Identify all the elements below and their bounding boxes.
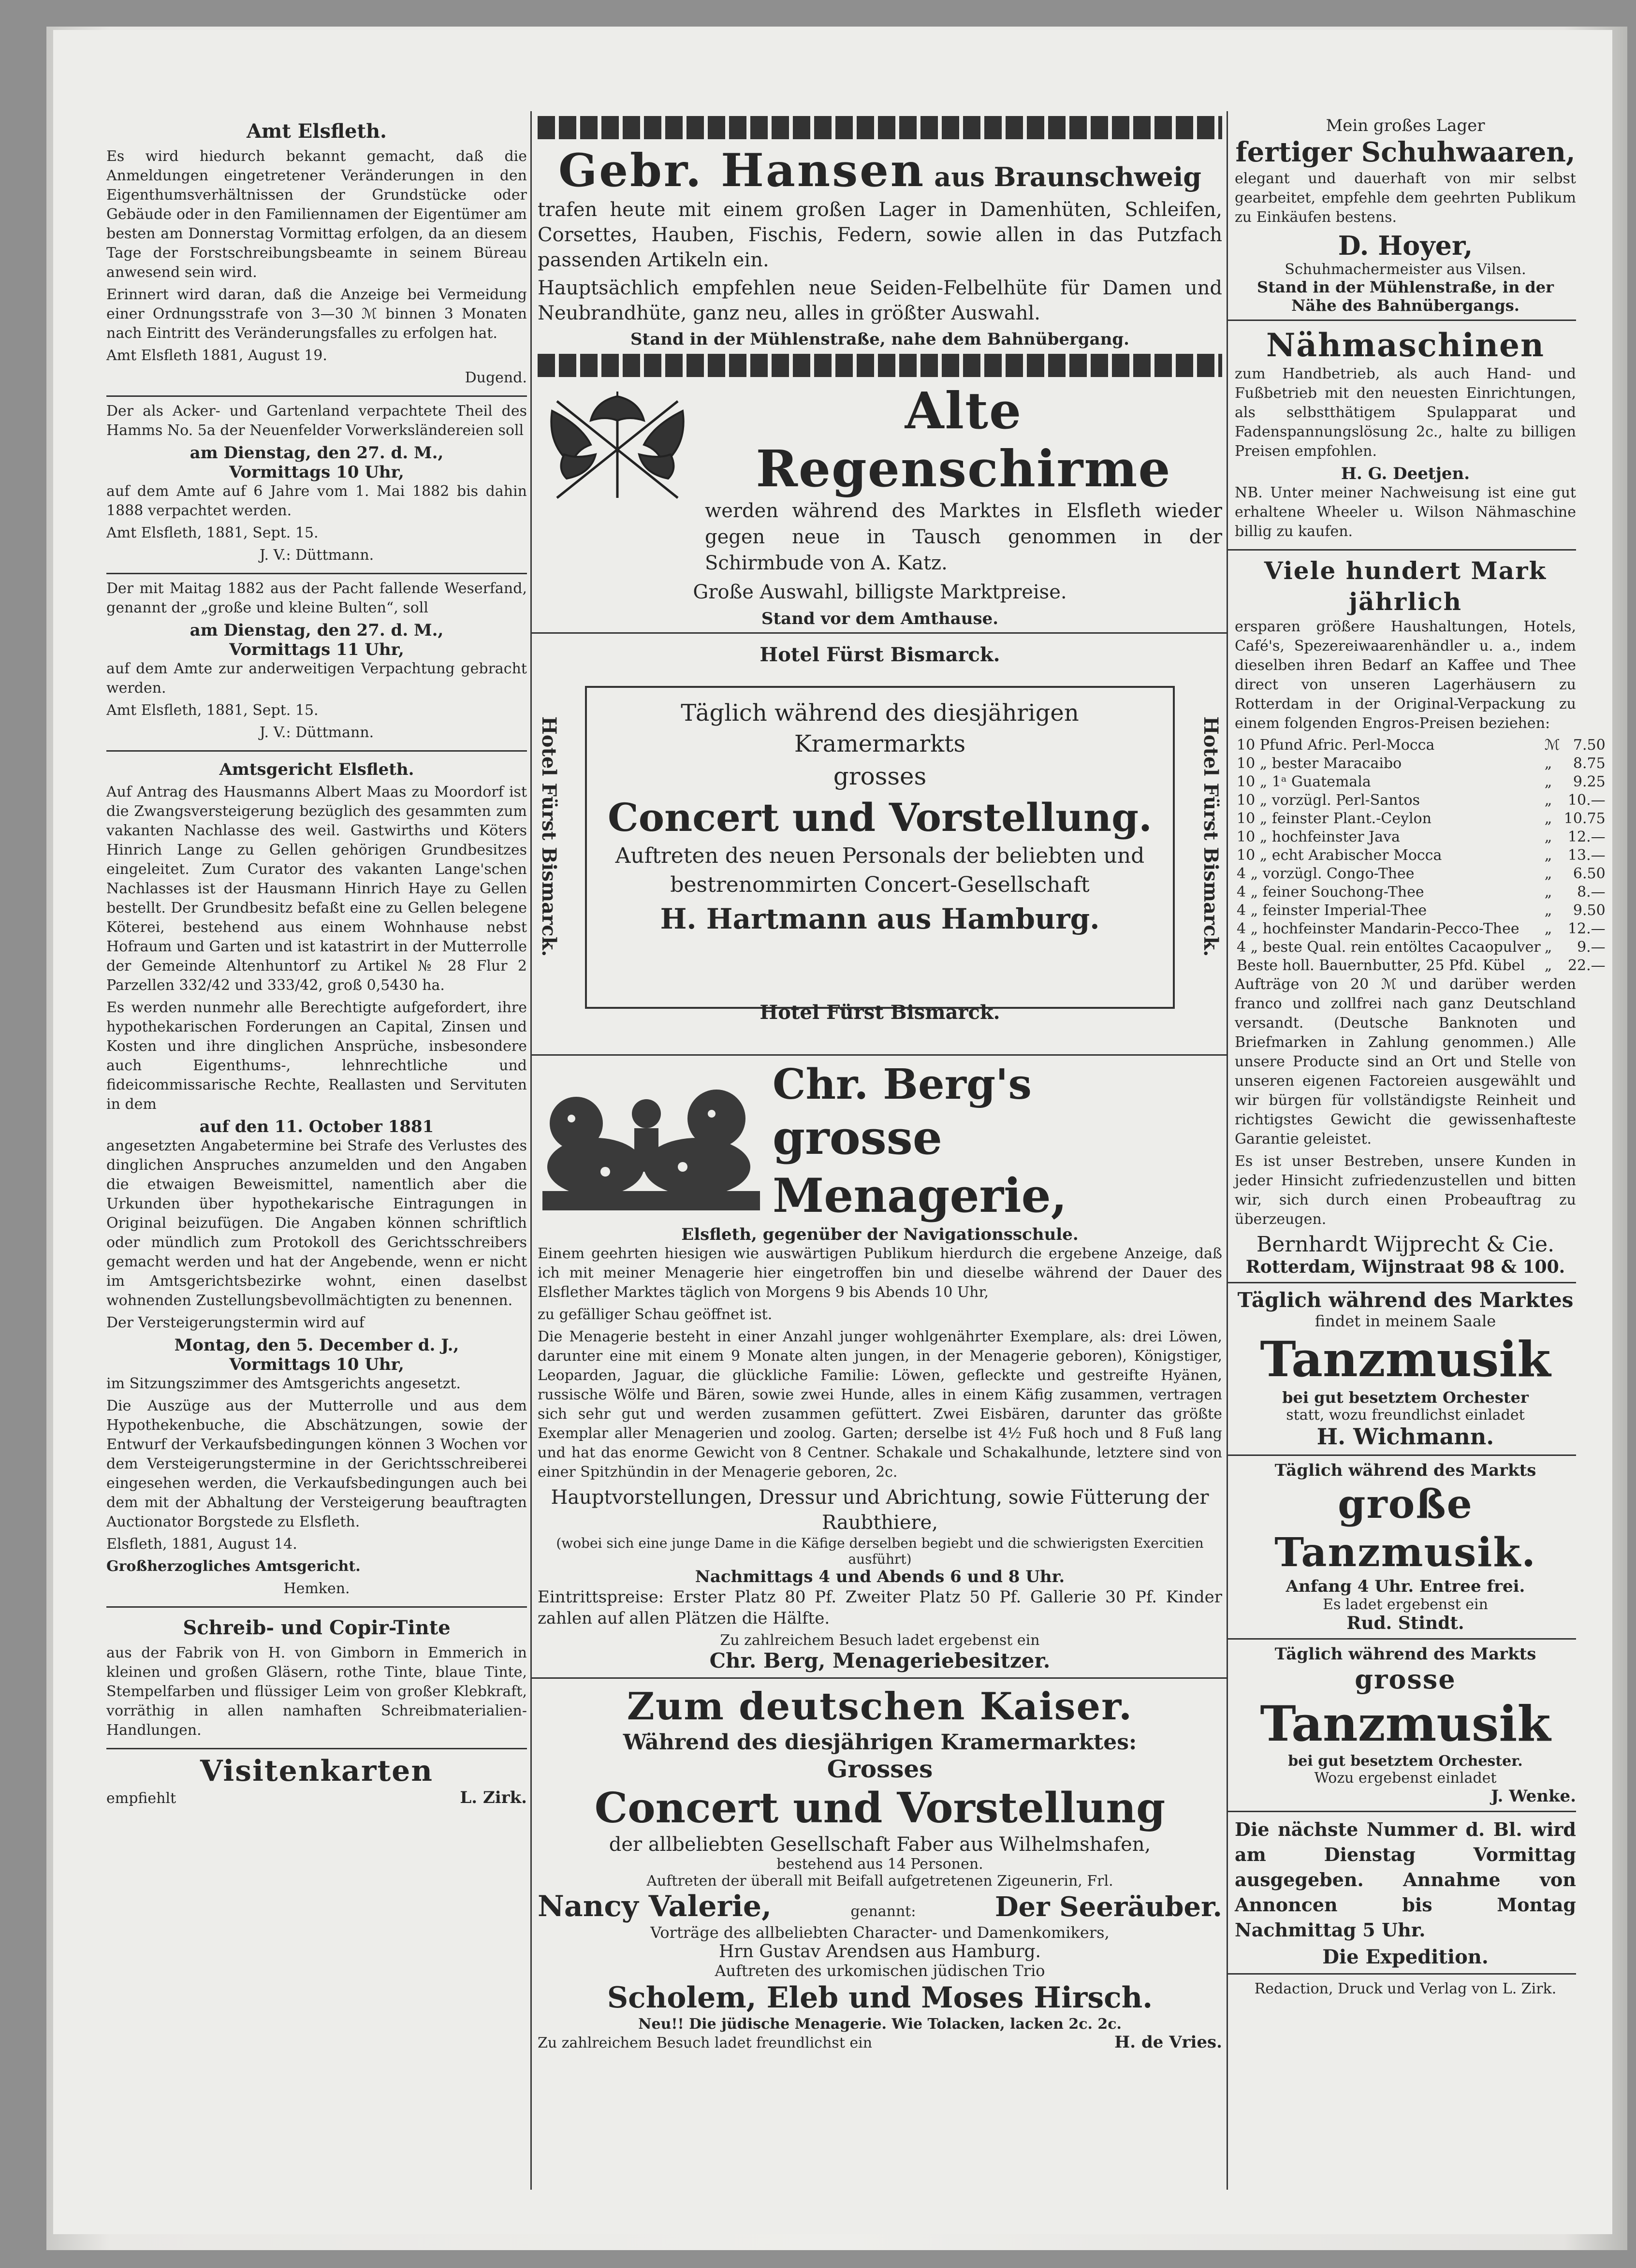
ad-line: Neu!! Die jüdische Menagerie. Wie Tolacken, lacken 2c. 2c. [638,2016,1122,2033]
ad-signature: H. G. Deetjen. [1341,464,1470,483]
price-currency: „ [1544,957,1552,974]
notice-date-line: Montag, den 5. December d. J., [174,1336,459,1355]
ad-nb: NB. Unter meiner Nachweisung ist eine gut erhaltene Wheeler u. Wilson Nähmaschine billig zu kaufen. [1235,484,1576,540]
price-row [1235,791,1607,810]
ad-signature: H. Wichmann. [1316,1424,1494,1450]
price-item: 4 „ beste Qual. rein entöltes Cacaopulver [1237,939,1541,956]
price-currency: „ [1544,939,1552,956]
ad-body: zum Handbetrieb, als auch Hand- und Fußbetrieb mit den neuesten Einrichtungen, als selbstthätigem Spulapparat und Fadenspannungslösung 2c., halte zu billigen Preisen empfohlen. [1235,365,1576,460]
menagerie-title: grosse Menagerie, [773,1110,1067,1223]
price-item: 10 „ feinster Plant.-Ceylon [1237,810,1432,827]
notice-body: Es werden nunmehr alle Berechtigte aufgefordert, ihre hypothekarischen Forderungen an Capital, Zinsen und Kosten und ihre dinglichen Ansprüche, insbesondere auch Eigenthums-, lehnrechtliche und fideicommissarische Rechte, Reallasten und Servituten in dem [106,999,527,1113]
price-currency: „ [1544,810,1552,827]
notice-date: Amt Elsfleth, 1881, Sept. 15. [106,702,319,719]
price-row [1235,773,1607,791]
notice-signature: Dugend. [465,369,527,386]
ad-line: statt, wozu freundlichst einladet [1286,1407,1525,1424]
price-row [1235,828,1607,846]
price-item: 10 „ hochfeinster Java [1237,829,1400,845]
menagerie-times: Nachmittags 4 und Abends 6 und 8 Uhr. [695,1567,1065,1586]
ad-signature: L. Zirk. [460,1788,527,1807]
notice-amt-elsfleth [106,111,527,397]
price-row [1235,920,1607,938]
notice-body: angesetzten Angabetermine bei Strafe des Verlustes des dinglichen Anspruches anzumelden und den Angaben die etwaigen Beweismittel, namentlich aber die Urkunden über hypothekarische Eintragungen in Original beizufügen. Die Angaben können schriftlich oder mündlich zum Protokoll des Gerichtsschreibers gemacht werden und hat der Angebende, wenn er nicht im Amtsgerichtsbezirke wohnt, einen daselbst wohnenden Zustellungsbevollmächtigten zu benennen. [106,1137,527,1309]
concert-line: grosses [833,762,927,790]
menagerie-note: (wobei sich eine junge Dame in die Käfige derselben begiebt und die schwierigsten Exercitien ausführt) [556,1535,1204,1567]
notice-date: Elsfleth, 1881, August 14. [106,1536,297,1553]
ad-line: Während des diesjährigen Kramermarktes: [623,1730,1137,1755]
price-row [1235,755,1607,773]
ad-line: genannt: [850,1903,916,1920]
notice-amtsgericht [106,752,527,1608]
ad-visitenkarten [106,1749,527,1807]
notice-pacht-weserfand [106,574,527,752]
price-currency: „ [1544,773,1552,790]
price-currency: „ [1544,865,1552,882]
hotel-name-top: Hotel Fürst Bismarck. [760,643,1000,666]
menagerie-animals-icon [538,1070,765,1215]
right-column [1228,111,1606,2002]
ad-body: aus der Fabrik von H. von Gimborn in Emmerich in kleinen und großen Gläsern, rothe Tinte, blaue Tinte, Stempelfarben und flüssiger Leim von großer Klebkraft, vorräthig in allen namhaften Schreibmaterialien-Handlungen. [106,1644,527,1739]
ad-title: Alte Regenschirme [756,381,1171,498]
ad-line: Täglich während des Markts [1274,1644,1536,1664]
umbrellas-icon [538,382,697,508]
price-value: 22.— [1567,957,1606,974]
price-value: 9.25 [1573,773,1606,790]
price-item: 10 „ echt Arabischer Mocca [1237,847,1442,864]
ad-hoyer [1228,111,1576,321]
ad-body: trafen heute mit einem großen Lager in Damenhüten, Schleifen, Corsettes, Hauben, Fischis, Federn, sowie allen in das Putzfach passenden Artikeln ein. [538,199,1222,271]
notice-date: Amt Elsfleth 1881, August 19. [106,347,327,364]
notice-body: Der Versteigerungstermin wird auf [106,1314,365,1331]
ad-hotel-bismarck [532,634,1228,1056]
price-currency: „ [1544,792,1552,809]
price-value: 13.— [1567,847,1606,864]
ad-stand: Stand in der Mühlenstraße, in der Nähe des Bahnübergangs. [1257,278,1554,315]
price-row [1235,883,1607,901]
ad-body: werden während des Marktes in Elsfleth wieder gegen neue in Tausch genommen in der Schirmbude von A. Katz. [705,500,1222,574]
ad-wichmann [1228,1283,1576,1456]
ad-wenke [1228,1640,1576,1812]
price-value: 8.— [1577,884,1606,901]
price-value: 7.50 [1573,737,1606,754]
notice-title: Amt Elsfleth. [247,120,387,143]
ad-line: Hrn Gustav Arendsen aus Hamburg. [719,1942,1041,1962]
ad-body: Hauptsächlich empfehlen neue Seiden-Felbelhüte für Damen und Neubrandhüte, ganz neu, alles in größter Auswahl. [538,277,1222,324]
ad-title: Zum deutschen Kaiser. [627,1685,1133,1729]
ad-body: ersparen größere Haushaltungen, Hotels, Café's, Spezereiwaarenhändler u. a., indem dieselben ihren Bedarf an Kaffee und Thee direct von unseren Lagerhäusern zu Rotterdam in der Original-Verpackung zu einem folgenden Engros-Preisen beziehen: [1235,618,1576,732]
ad-address: Rotterdam, Wijnstraat 98 & 100. [1245,1257,1565,1277]
hotel-name-bottom: Hotel Fürst Bismarck. [760,1001,1000,1024]
ad-star: Nancy Valerie, [538,1890,772,1923]
menagerie-signature: Chr. Berg, Menageriebesitzer. [709,1649,1051,1672]
menagerie-owner: Chr. Berg's [773,1060,1032,1109]
ornament-rule [538,116,1222,139]
ad-hansen [532,116,1228,377]
notice-body: auf dem Amte auf 6 Jahre vom 1. Mai 1882 bis dahin 1888 verpachtet werden. [106,483,527,519]
ad-title: fertiger Schuhwaaren, [1235,136,1576,168]
notice-title: Amtsgericht Elsfleth. [219,760,414,779]
ad-line: bestehend aus 14 Personen. [776,1856,983,1873]
price-value: 6.50 [1573,865,1606,882]
ad-body: zu gefälliger Schau geöffnet ist. [538,1306,773,1323]
price-item: 10 „ vorzügl. Perl-Santos [1237,792,1420,809]
price-row [1235,736,1607,755]
ad-line: Mein großes Lager [1326,116,1485,135]
ad-trio: Scholem, Eleb und Moses Hirsch. [607,1981,1153,2015]
ad-kaffee-thee [1228,551,1606,1283]
ad-signature: Rud. Stindt. [1346,1613,1464,1633]
ad-line: findet in meinem Saale [1315,1312,1496,1330]
notice-body: Auf Antrag des Hausmanns Albert Maas zu Moordorf ist die Zwangsversteigerung bezüglich des gesammten zum vakanten Nachlasse des weil. Gastwirths und Köters Hinrich Lange zu Gellen gehörigen Grundbesitzes eingeleitet. Zum Curator des vakanten Lange'schen Nachlasses ist der Hausmann Hinrich Haye zu Gellen bestellt. Der Grundbesitz befaßt eine zu Gellen belegene Köterei, bestehend aus einem Wohnhause nebst Hofraum und Garten und ist katastrirt in der Mutterrolle der Gemeinde Altenhuntorf zu Artikel № 28 Flur 2 Parzellen 332/42 und 333/42, groß 0,5430 ha. [106,784,527,994]
ad-title: Viele hundert Mark jährlich [1264,556,1547,616]
middle-column [532,111,1228,2057]
price-item: 10 „ bester Maracaibo [1237,755,1402,772]
price-currency: „ [1544,829,1552,845]
ad-tinte [106,1608,527,1749]
ad-menagerie [532,1056,1228,1679]
ad-body: elegant und dauerhaft von mir selbst gearbeitet, empfehle dem geehrten Publikum zu Einkäufen bestens. [1235,170,1576,226]
price-table [1235,736,1607,975]
ad-line: Anfang 4 Uhr. Entree frei. [1285,1577,1525,1596]
price-item: 10 Pfund Afric. Perl-Mocca [1237,737,1435,754]
price-item: Beste holl. Bauernbutter, 25 Pfd. Kübel [1237,957,1525,974]
ornament-rule [538,354,1222,377]
price-value: 12.— [1567,829,1606,845]
ad-firm: Bernhardt Wijprecht & Cie. [1256,1232,1555,1257]
ad-signature: J. Wenke. [1491,1787,1576,1806]
ad-regenschirme [532,382,1228,634]
ad-line: Täglich während des Marktes [1237,1288,1574,1312]
price-value: 8.75 [1573,755,1606,772]
notice-date-line: am Dienstag, den 27. d. M., [190,443,444,463]
left-column [106,111,527,1807]
notice-body: Es wird hiedurch bekannt gemacht, daß die Anmeldungen eingetretener Veränderungen in den Eigenthumsverhältnissen der Grundstücke oder Gebäude oder in den Familiennamen der Eigentümer am besten am Donnerstag Vormittag erfolgen, da an diesem Tage der Forstschreibungsbeamte in seinem Büreau anwesend sein wird. [106,148,527,281]
ad-line: Vorträge des allbeliebten Character- und Damenkomikers, [650,1923,1110,1942]
ad-stand: Stand in der Mühlenstraße, nahe dem Bahnübergang. [630,330,1130,349]
price-row [1235,865,1607,883]
ad-line: Es ladet ergebenst ein [1323,1596,1488,1613]
price-currency: „ [1544,755,1552,772]
ad-body: Die Menagerie besteht in einer Anzahl junger wohlgenährter Exemplare, als: drei Löwen, darunter eine mit einem 9 Monate alten jungen, in der Menagerie geboren), Königstiger, Leoparden, Jaguar, die glückliche Familie: Löwen, gefleckte und gestreifte Hyänen, russische Wölfe und Bären, sowie zwei Hunde, alles in einem Käfig zusammen, vertragen sich sehr gut und werden zusammen gefüttert. Zwei Eisbären, darunter das größte Exemplar aller Menagerien und zoolog. Garten; derselbe ist 4½ Fuß hoch und 8 Fuß lang und hat das enorme Gewicht von 8 Centner. Schakale und Schakalhunde, letztere sind von einer Spitzhündin in der Menagerie geboren, 2c. [538,1328,1222,1481]
notice-time-line: Vormittags 11 Uhr, [229,640,404,659]
notice-signature: Hemken. [283,1580,350,1597]
price-row [1235,901,1607,920]
notice-date-line: auf den 11. October 1881 [199,1117,434,1136]
notice-time-line: Vormittags 10 Uhr, [229,1355,404,1374]
ad-title: Tanzmusik [1260,1695,1551,1752]
notice-body: Erinnert wird daran, daß die Anzeige bei Vermeidung einer Ordnungsstrafe von 3—30 ℳ binnen 3 Monaten nach Eintritt des Veränderungsfalles zu erfolgen hat. [106,286,527,342]
notice-signature: J. V.: Düttmann. [259,547,374,564]
ad-line: grosse [1355,1664,1456,1695]
price-currency: „ [1544,902,1552,919]
ad-body: Aufträge von 20 ℳ und darüber werden franco und zollfrei nach ganz Deutschland versandt. (Deutsche Banknoten und Briefmarken in Zahlung genommen.) Alle unsere Producte sind an Ort und Stelle von unseren eigenen Factoreien ausgewählt und wir bürgen für vollständigste Reinheit und richtigstes Gewicht die gewissenhafteste Garantie geleistet. [1235,976,1576,1148]
price-row [1235,846,1607,865]
menagerie-shows: Hauptvorstellungen, Dressur und Abrichtung, sowie Fütterung der Raubthiere, [551,1486,1209,1534]
notice-signature: J. V.: Düttmann. [259,724,374,741]
notice-date: Amt Elsfleth, 1881, Sept. 15. [106,524,319,541]
ad-title: Tanzmusik [1260,1331,1551,1388]
ad-body: Große Auswahl, billigste Marktpreise. [693,581,1067,603]
price-row [1235,938,1607,957]
ad-naehmaschinen [1228,321,1576,551]
menagerie-prices: Eintrittspreise: Erster Platz 80 Pf. Zweiter Platz 50 Pf. Gallerie 30 Pf. Kinder zahlen auf allen Plätzen die Hälfte. [538,1587,1222,1628]
ad-line: Auftreten des urkomischen jüdischen Trio [715,1962,1045,1980]
notice-body: Die Auszüge aus der Mutterrolle und aus dem Hypothekenbuche, die Abschätzungen, sowie der Entwurf der Verkaufsbedingungen können 3 Wochen vor dem Versteigerungstermine in der Gerichtsschreiberei eingesehen werden, die Verkaufsbedingungen auch bei dem mit der Abhaltung der Versteigerung beauftragten Auctionator Borgstede zu Elsfleth. [106,1397,527,1530]
price-currency: „ [1544,920,1552,937]
notice-time-line: Vormittags 10 Uhr, [229,463,404,482]
ad-title: Schreib- und Copir-Tinte [183,1616,451,1639]
concert-company: H. Hartmann aus Hamburg. [660,902,1100,935]
ad-firm-origin: aus Braunschweig [934,161,1201,192]
price-item: 4 „ hochfeinster Mandarin-Pecco-Thee [1237,920,1519,937]
price-value: 12.— [1567,920,1606,937]
menagerie-place: Elsfleth, gegenüber der Navigationsschule. [681,1225,1079,1244]
price-value: 10.— [1567,792,1606,809]
concert-line: Auftreten des neuen Personals der beliebten und bestrenommirten Concert-Gesellschaft [615,843,1145,897]
notice-pacht-hamm [106,397,527,574]
ad-invite: Zu zahlreichem Besuch ladet freundlichst ein [538,2035,873,2051]
price-value: 9.— [1577,939,1606,956]
concert-box [585,686,1175,1009]
notice-court: Großherzogliches Amtsgericht. [106,1558,361,1575]
hotel-name-right: Hotel Fürst Bismarck. [1199,716,1222,957]
notice-expedition [1228,1812,1576,1975]
ad-title: große Tanzmusik. [1274,1481,1536,1576]
price-row [1235,957,1607,975]
ad-body: Einem geehrten hiesigen wie auswärtigen Publikum hierdurch die ergebene Anzeige, daß ich mit meiner Menagerie hier eingetroffen bin und dieselbe während der Dauer des Elsflether Marktes täglich von Morgens 9 bis Abends 10 Uhr, [538,1245,1222,1301]
ad-star: Der Seeräuber. [994,1891,1222,1923]
ad-title: Nähmaschinen [1266,326,1545,364]
menagerie-invite: Zu zahlreichem Besuch ladet ergebenst ein [720,1632,1040,1649]
ad-line: bei gut besetztem Orchester. [1288,1753,1523,1770]
ad-firm-name: Gebr. Hansen [558,144,926,197]
ad-line: Grosses [827,1755,933,1783]
price-item: 4 „ feinster Imperial-Thee [1237,902,1427,919]
ad-headline: Concert und Vorstellung [594,1784,1166,1832]
ad-line: bei gut besetztem Orchester [1282,1388,1529,1407]
ad-sub: Schuhmachermeister aus Vilsen. [1285,261,1526,278]
notice-body: Der mit Maitag 1882 aus der Pacht fallende Weserfand, genannt der „große und kleine Bulten“, soll [106,580,527,616]
price-item: 10 „ 1ᵃ Guatemala [1237,773,1371,790]
notice-body: Die nächste Nummer d. Bl. wird am Dienstag Vormittag ausgegeben. Annahme von Annoncen bis Montag Nachmittag 5 Uhr. [1235,1818,1576,1941]
concert-title: Concert und Vorstellung. [608,795,1152,840]
ad-line: Auftreten der überall mit Beifall aufgetretenen Zigeunerin, Frl. [646,1873,1113,1890]
price-item: 4 „ vorzügl. Congo-Thee [1237,865,1415,882]
notice-body: auf dem Amte zur anderweitigen Verpachtung gebracht werden. [106,660,527,697]
ad-deutscher-kaiser [532,1679,1228,2057]
notice-date-line: am Dienstag, den 27. d. M., [190,621,444,640]
concert-line: Täglich während des diesjährigen Kramermarkts [681,699,1079,757]
price-value: 9.50 [1573,902,1606,919]
price-value: 10.75 [1563,810,1606,827]
ad-body: empfiehlt [106,1790,176,1807]
ad-stand: Stand vor dem Amthause. [761,609,999,628]
price-currency: „ [1544,884,1552,901]
ad-name: D. Hoyer, [1338,230,1473,261]
ad-stindt [1228,1456,1576,1640]
ad-signature: H. de Vries. [1114,2033,1222,2052]
notice-signature: Die Expedition. [1322,1946,1489,1968]
ad-body: Es ist unser Bestreben, unsere Kunden in jeder Hinsicht zufriedenzustellen und bitten wir, sich durch einen Probeauftrag zu überzeugen. [1235,1153,1576,1228]
imprint: Redaction, Druck und Verlag von L. Zirk. [1254,1980,1557,1997]
notice-body: Der als Acker- und Gartenland verpachtete Theil des Hamms No. 5a der Neuenfelder Vorwerksländereien soll [106,403,527,439]
price-currency: „ [1544,847,1552,864]
price-row [1235,810,1607,828]
price-currency: ℳ [1544,737,1560,754]
hotel-name-left: Hotel Fürst Bismarck. [538,716,560,957]
ad-line: Täglich während des Markts [1274,1461,1536,1480]
ad-line: Wozu ergebenst einladet [1314,1770,1497,1787]
notice-body: im Sitzungszimmer des Amtsgerichts angesetzt. [106,1375,461,1392]
ad-line: der allbeliebten Gesellschaft Faber aus Wilhelmshafen, [609,1833,1151,1856]
price-item: 4 „ feiner Souchong-Thee [1237,884,1424,901]
ad-title: Visitenkarten [200,1754,433,1788]
